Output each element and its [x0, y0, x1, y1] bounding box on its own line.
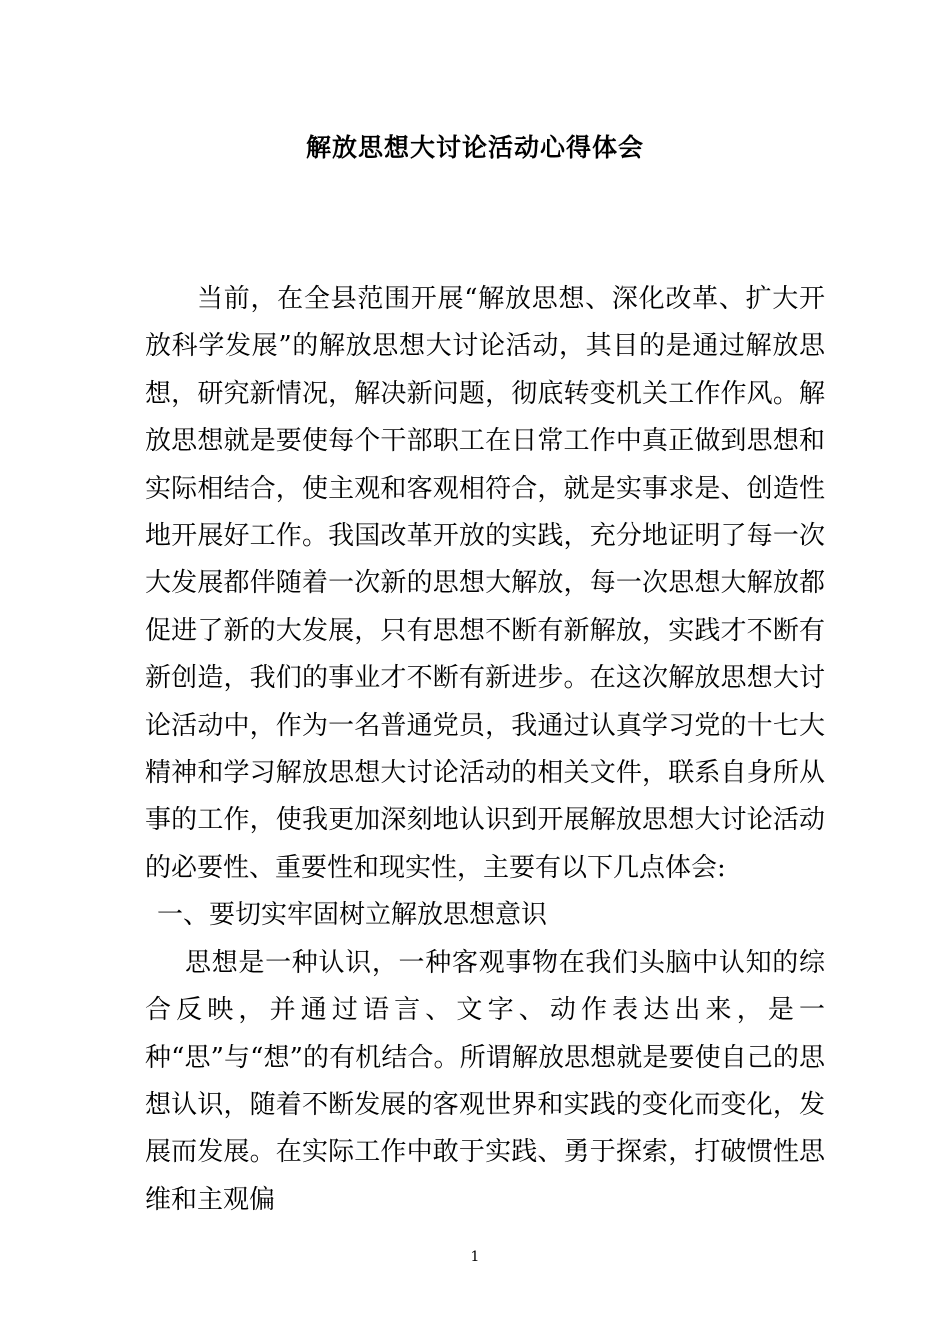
document-body	[145, 276, 825, 1224]
document-title: 解放思想大讨论活动心得体会	[305, 133, 644, 162]
paragraph-body: 思想是一种认识，一种客观事物在我们头脑中认知的综合反映，并通过语言、文字、动作表达出来，是一种“思”与“想”的有机结合。所谓解放思想就是要使自己的思想认识，随着不断发展的客观世界和实践的变化而变化，发展而发展。在实际工作中敢于实践、勇于探索，打破惯性思维和主观偏	[145, 947, 825, 1215]
paragraph-intro: 当前，在全县范围开展“解放思想、深化改革、扩大开放科学发展”的解放思想大讨论活动，其目的是通过解放思想，研究新情况，解决新问题，彻底转变机关工作作风。解放思想就是要使每个干部职工在日常工作中真正做到思想和实际相结合，使主观和客观相符合，就是实事求是、创造性地开展好工作。我国改革开放的实践，充分地证明了每一次大发展都伴随着一次新的思想大解放，每一次思想大解放都促进了新的大发展，只有思想不断有新解放，实践才不断有新创造，我们的事业才不断有新进步。在这次解放思想大讨论活动中，作为一名普通党员，我通过认真学习党的十七大精神和学习解放思想大讨论活动的相关文件，联系自身所从事的工作，使我更加深刻地认识到开展解放思想大讨论活动的必要性、重要性和现实性，主要有以下几点体会:	[145, 284, 825, 883]
section-heading: 一、要切实牢固树立解放思想意识	[157, 900, 548, 931]
page-number: 1	[470, 1249, 480, 1265]
